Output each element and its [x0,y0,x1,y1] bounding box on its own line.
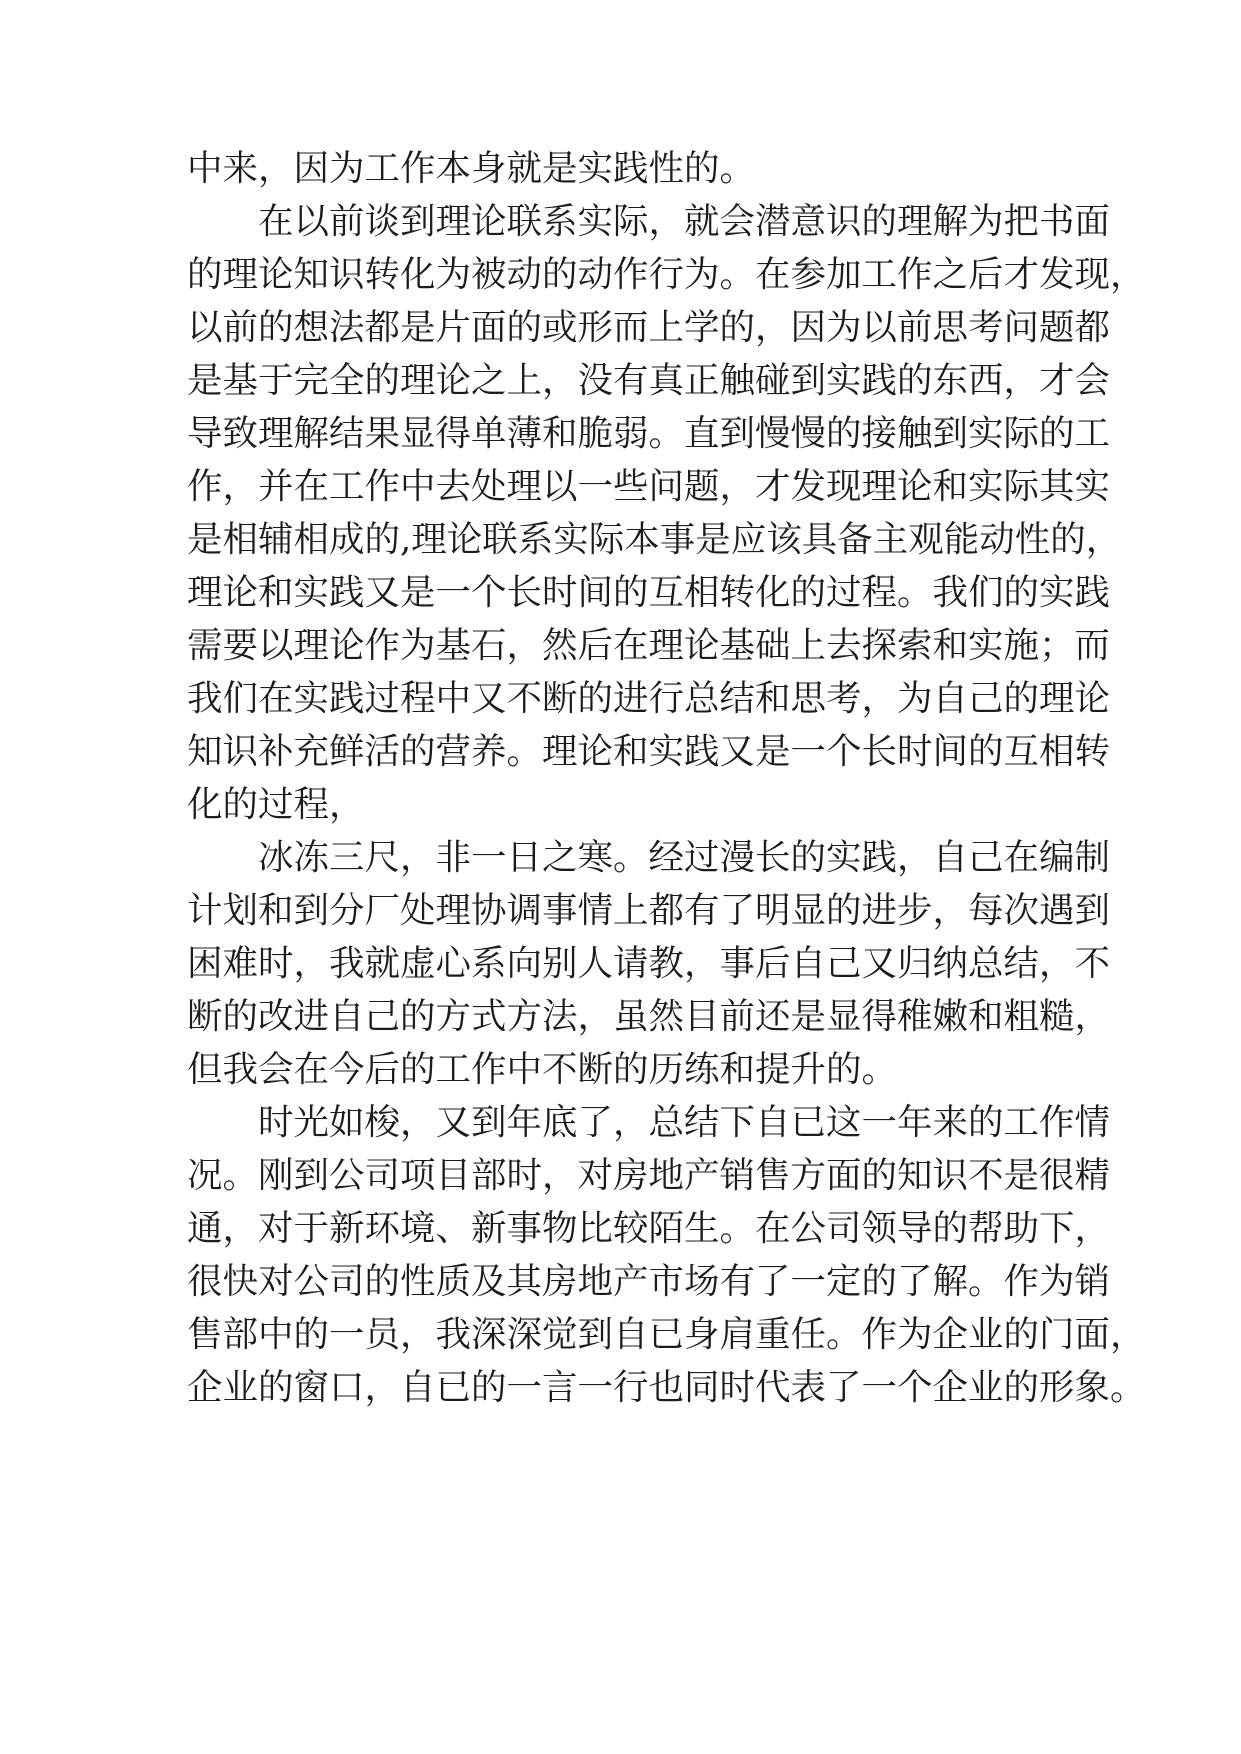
text-line: 理论和实践又是一个长时间的互相转化的过程。我们的实践 [187,572,1111,613]
text-line: 的理论知识转化为被动的动作行为。在参加工作之后才发现， [187,254,1146,295]
text-line: 是相辅相成的,理论联系实际本事是应该具备主观能动性的， [187,519,1122,560]
text-line: 知识补充鲜活的营养。理论和实践又是一个长时间的互相转 [187,731,1111,772]
text-line: 需要以理论作为基石，然后在理论基础上去探索和实施；而 [187,625,1111,666]
text-line: 计划和到分厂处理协调事情上都有了明显的进步，每次遇到 [187,890,1111,931]
text-line: 困难时，我就虚心系向别人请教，事后自己又归纳总结，不 [187,943,1111,984]
text-line: 作，并在工作中去处理以一些问题，才发现理论和实际其实 [187,466,1111,507]
text-line: 断的改进自己的方式方法，虽然目前还是显得稚嫩和粗糙， [187,996,1111,1037]
text-line: 我们在实践过程中又不断的进行总结和思考，为自己的理论 [187,678,1111,719]
paragraph-first-line: 在以前谈到理论联系实际，就会潜意识的理解为把书面 [258,201,1111,242]
text-line: 是基于完全的理论之上，没有真正触碰到实践的东西，才会 [187,360,1111,401]
text-line: 况。刚到公司项目部时，对房地产销售方面的知识不是很精 [187,1155,1111,1196]
text-line: 以前的想法都是片面的或形而上学的，因为以前思考问题都 [187,307,1111,348]
paragraph-first-line: 冰冻三尺，非一日之寒。经过漫长的实践，自己在编制 [258,837,1111,878]
text-line: 通，对于新环境、新事物比较陌生。在公司领导的帮助下， [187,1208,1111,1249]
text-line: 企业的窗口，自已的一言一行也同时代表了一个企业的形象。 [187,1367,1146,1408]
text-line: 中来，因为工作本身就是实践性的。 [187,148,756,189]
text-line: 化的过程， [187,784,365,825]
text-line: 很快对公司的性质及其房地产市场有了一定的了解。作为销 [187,1261,1111,1302]
paragraph-first-line: 时光如梭，又到年底了，总结下自已这一年来的工作情 [258,1102,1111,1143]
text-line: 导致理解结果显得单薄和脆弱。直到慢慢的接触到实际的工 [187,413,1111,454]
text-line: 售部中的一员，我深深觉到自已身肩重任。作为企业的门面， [187,1314,1146,1355]
text-line: 但我会在今后的工作中不断的历练和提升的。 [187,1049,898,1090]
